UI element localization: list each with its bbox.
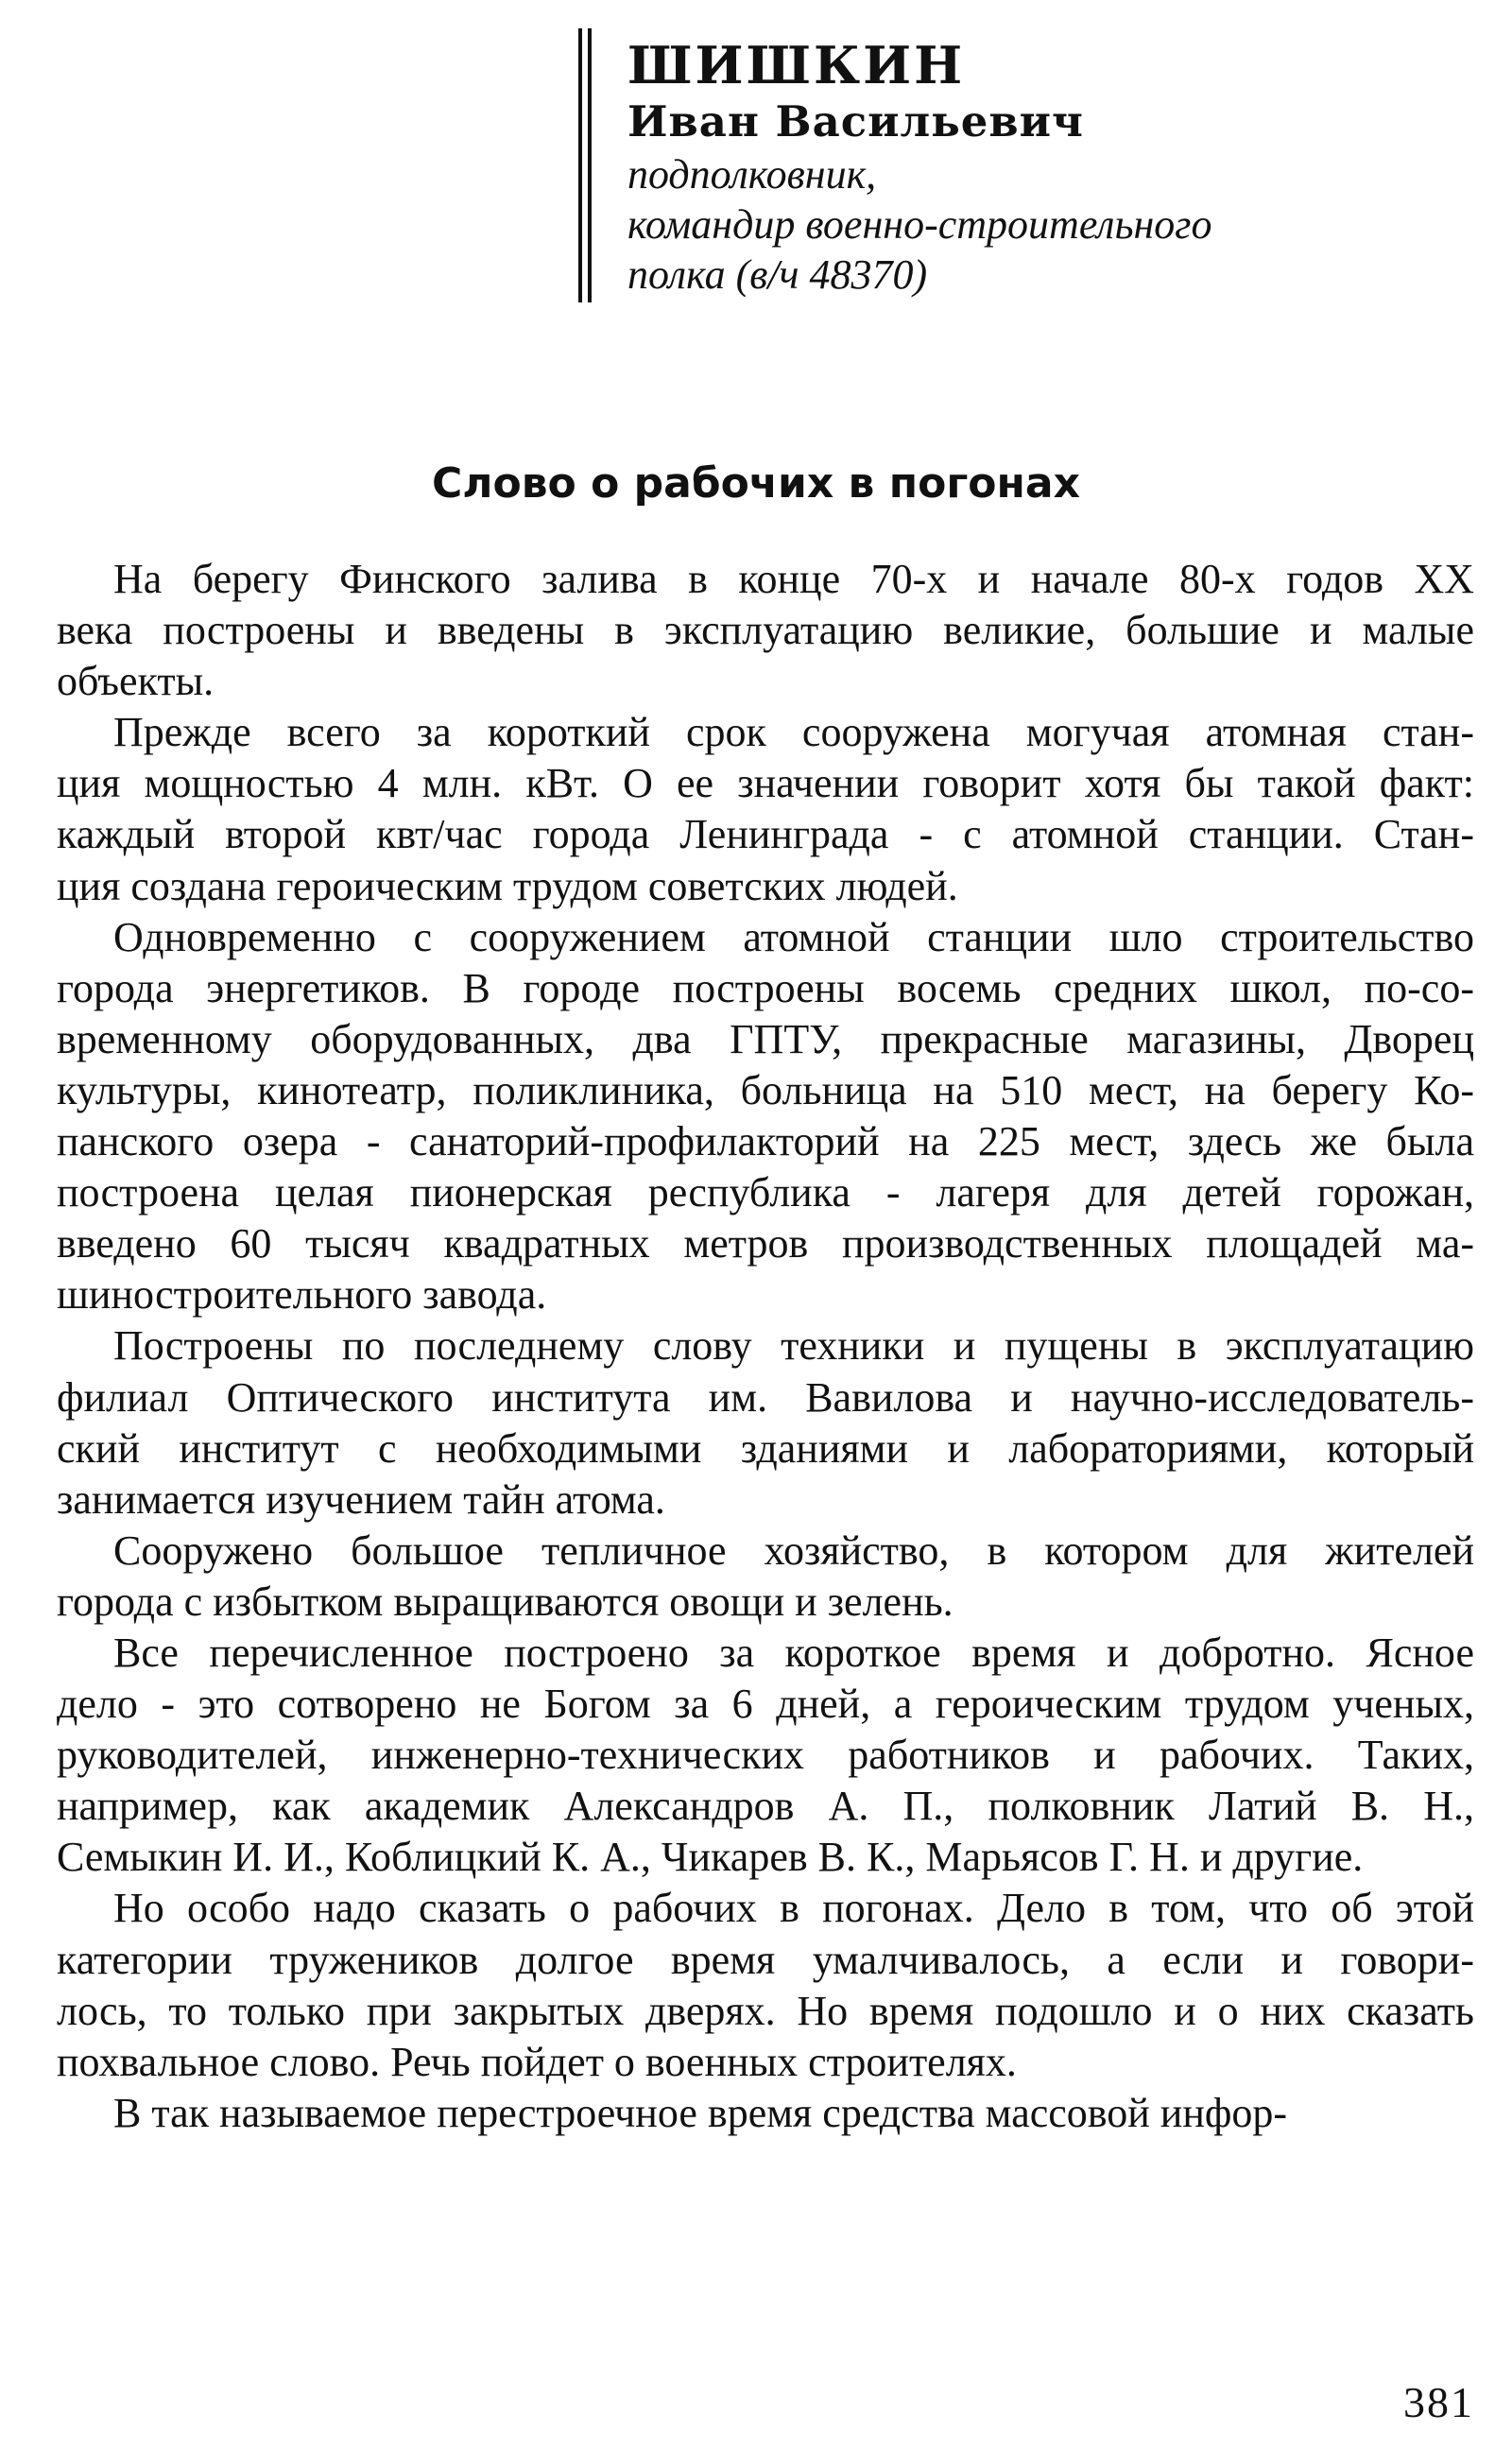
author-position-line: полка (в/ч 48370) [627, 251, 928, 298]
text-line: Прежде всего за короткий срок сооружена могучая атомная стан- [113, 709, 1474, 756]
text-line: ция создана героическим трудом советских людей. [57, 862, 958, 909]
text-line: например, как академик Александров А. П., полковник Латий В. Н., [57, 1783, 1474, 1830]
author-position-line: командир военно-строительного [627, 201, 1212, 248]
author-block [627, 36, 1421, 300]
paragraph [57, 912, 1474, 1321]
header-rule-right [588, 28, 592, 302]
text-line: Одновременно с сооружением атомной станции шло строительство [113, 913, 1474, 960]
text-line: Сооружено большое тепличное хозяйство, в котором для жителей [113, 1526, 1474, 1574]
author-header [575, 28, 1425, 312]
text-line: каждый второй квт/час города Ленинграда - с атомной станции. Стан- [57, 811, 1474, 858]
text-line: На берегу Финского залива в конце 70-х и начале 80-х годов XX [113, 556, 1474, 602]
text-line: похвальное слово. Речь пойдет о военных строителях. [57, 2038, 1017, 2085]
text-line: Семыкин И. И., Коблицкий К. А., Чикарев В. К., Марьясов Г. Н. и другие. [57, 1834, 1364, 1881]
text-line: города энергетиков. В городе построены восемь средних школ, по-со- [57, 964, 1474, 1011]
paragraph [57, 1883, 1474, 2087]
text-line: временному оборудованных, два ГПТУ, прекрасные магазины, Дворец [57, 1015, 1474, 1062]
text-line: города с избытком выращиваются овощи и зелень. [57, 1578, 954, 1625]
text-line: категории тружеников долгое время умалчивалось, а если и говори- [57, 1936, 1474, 1983]
text-line: В так называемое перестроечное время средства массовой инфор- [113, 2089, 1288, 2136]
author-given-names: Иван Васильевич [627, 96, 1084, 147]
text-line: панского озера - санаторий-профилакторий на 225 мест, здесь же была [57, 1118, 1474, 1165]
text-line: дело - это сотворено не Богом за 6 дней, а героическим трудом ученых, [57, 1681, 1474, 1728]
text-line: филиал Оптического института им. Вавилова и научно-исследователь- [57, 1373, 1474, 1421]
text-line: Все перечисленное построено за короткое время и добротно. Ясное [113, 1629, 1474, 1676]
text-line: лось, то только при закрытых дверях. Но время подошло и о них сказать [57, 1987, 1474, 2034]
text-line: ция мощностью 4 млн. кВт. О ее значении говорит хотя бы такой факт: [57, 760, 1474, 807]
author-position-line: подполковник, [627, 151, 877, 198]
article-body [57, 554, 1474, 2139]
page-number: 381 [1403, 2378, 1474, 2426]
text-line: введено 60 тысяч квадратных метров производственных площадей ма- [57, 1220, 1474, 1268]
text-line: руководителей, инженерно-технических работников и рабочих. Таких, [57, 1732, 1474, 1779]
text-line: занимается изучением тайн атома. [57, 1475, 665, 1523]
paragraph [57, 1628, 1474, 1883]
text-line: построена целая пионерская республика - лагеря для детей горожан, [57, 1169, 1474, 1216]
text-line: объекты. [57, 658, 215, 705]
article-title: Слово о рабочих в погонах [431, 459, 1081, 508]
paragraph [57, 1526, 1474, 1628]
paragraph [57, 707, 1474, 911]
text-line: шиностроительного завода. [57, 1271, 547, 1319]
paragraph [57, 2088, 1474, 2139]
text-line: ский институт с необходимыми зданиями и лабораториями, который [57, 1424, 1474, 1472]
text-line: Но особо надо сказать о рабочих в погонах. Дело в том, что об этой [113, 1885, 1474, 1932]
text-line: века построены и введены в эксплуатацию великие, большие и малые [57, 607, 1474, 654]
paragraph [57, 554, 1474, 707]
paragraph [57, 1320, 1474, 1525]
author-surname: ШИШКИН [627, 35, 966, 95]
text-line: культуры, кинотеатр, поликлиника, больница на 510 мест, на берегу Ко- [57, 1066, 1474, 1113]
header-rule-left [578, 28, 582, 302]
text-line: Построены по последнему слову техники и пущены в эксплуатацию [113, 1322, 1474, 1370]
